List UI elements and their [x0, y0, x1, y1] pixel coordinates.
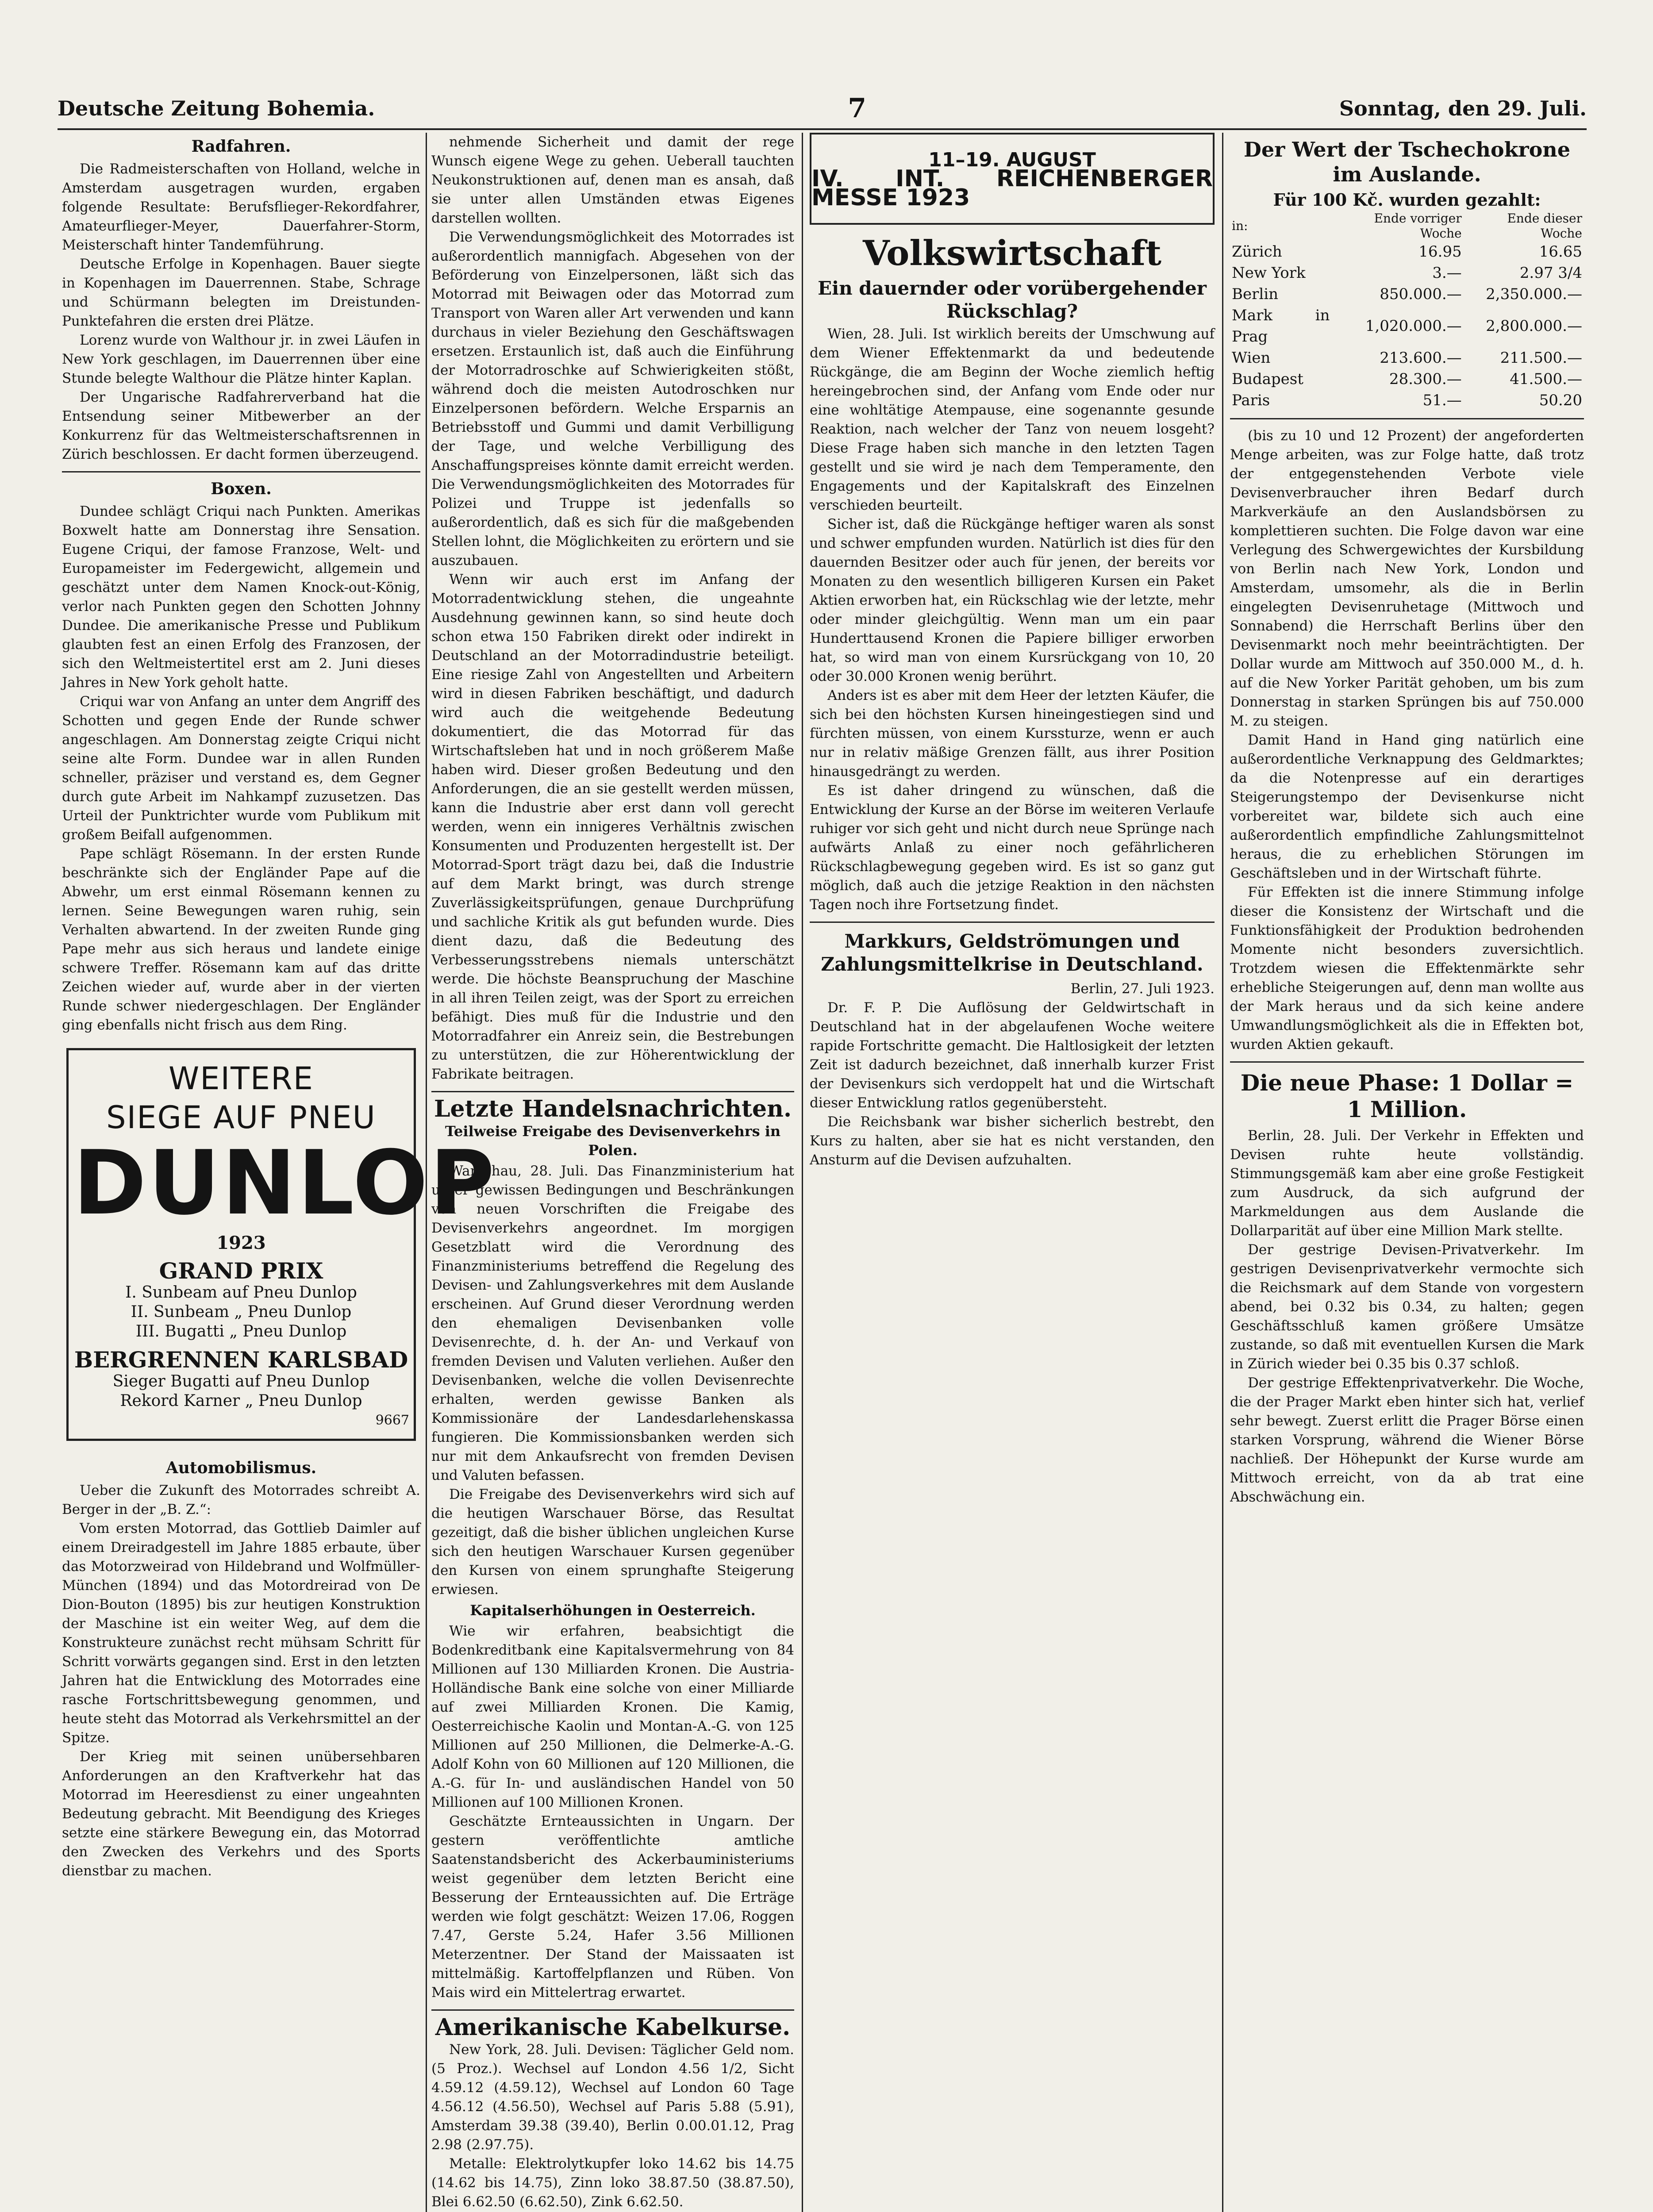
rate-value: 211.500.— — [1500, 349, 1582, 367]
article-paragraph: Der gestrige Devisen-Privatverkehr. Im gestrigen Devisenprivatverkehr vermochte sich die Reichsmark auf dem Stande von vorgestern abend, bei 0.32 bis 0.34, zu halten; gegen Geschäftsschluß kamen größere Umsätze zustande, so daß mit eventuellen Kursen die Mark in Zürich wieder bei 0.35 bis 0.37 schloß. — [1230, 1242, 1584, 1372]
divider — [1230, 1061, 1584, 1063]
section-heading-radfahren: Radfahren. — [191, 137, 291, 156]
article-paragraph: Die Verwendungsmöglichkeit des Motorrades ist außerordentlich mannigfach. Abgesehen von der Beförderung von Einzelpersonen, läßt sich das Motorrad mit Beiwagen oder das Motorrad zum Transport von Waren aller Art verwenden und kann durchaus in vieler Beziehung den Geschäftswagen ersetzen. Erstaunlich ist, daß auch die Einführung der Motorradroschke auf Schwierigkeiten stößt, während doch die meisten Autodroschken nur Einzelpersonen befördern. Welche Ersparnis an Betriebsstoff und Gummi und damit Verbilligung der Tage, und welche Verbilligung des Anschaffungspreises könnte damit erreicht werden. Die Verwendungsmöglichkeiten des Motorrades für Polizei und Truppe ist jedenfalls so außerordentlich, daß es sich für die maßgebenden Stellen lohnt, die Möglichkeiten zu erörtern und sie auszubauen. — [431, 229, 794, 568]
page-number: 7 — [848, 93, 866, 124]
divider — [431, 1091, 794, 1092]
ad-year: 1923 — [216, 1233, 266, 1253]
article-paragraph: Es ist daher dringend zu wünschen, daß die Entwicklung der Kurse an der Börse im weiteren Verlaufe ruhiger vor sich geht und nicht durch neue Sprünge nach aufwärts Anlaß zu einer noch gefährlicheren Rückschlagbewegung gegeben wird. Es ist so ganz gut möglich, daß auch die jetzige Reaktion in den nächsten Tagen noch ihre Fortsetzung findet. — [810, 783, 1215, 913]
ad-sieger: Sieger Bugatti auf Pneu Dunlop — [112, 1372, 370, 1390]
rate-value: 3.— — [1432, 264, 1462, 282]
article-paragraph: Die Radmeisterschaften von Holland, welche in Amsterdam ausgetragen wurden, ergaben folgende Resultate: Berufsflieger-Rekordfahrer, Amateurflieger-Meyer, Dauerfahrer-Storm, Meisterschaft hinter Tandemführung. — [62, 161, 420, 253]
table-row — [1230, 305, 1584, 347]
section-heading-kabelkurse: Amerikanische Kabelkurse. — [435, 2014, 791, 2041]
article-subheading: Teilweise Freigabe des Devisenverkehrs in Polen. — [445, 1123, 781, 1159]
article-paragraph: Lorenz wurde von Walthour jr. in zwei Läufen in New York geschlagen, im Dauerrennen über eine Stunde belegte Walthour die Plätze hinter Kaplan. — [62, 332, 420, 386]
table-row — [1230, 369, 1584, 390]
section-heading-markkurs: Markkurs, Geldströmungen und Zahlungsmittelkrise in Deutschland. — [821, 930, 1203, 975]
messe-dates: 11–19. AUGUST — [928, 148, 1096, 171]
page-header — [58, 88, 1587, 128]
rate-place: Berlin — [1232, 285, 1279, 303]
article-paragraph: Warschau, 28. Juli. Das Finanzministerium hat unter gewissen Bedingungen und Beschränkungen von neuen Vorschriften die Freigabe des Devisenverkehrs angeordnet. Im morgigen Gesetzblatt wird die Verordnung des Finanzministeriums betreffend die Regelung des Devisen- und Zahlungsverkehres mit dem Auslande erscheinen. Auf Grund dieser Verordnung werden den ehemaligen Devisenbanken volle Devisenrechte, d. h. der An- und Verkauf von fremden Devisen und Valuten verliehen. Außer den Devisenbanken, welche die vollen Devisenrechte erhalten, werden gewisse Banken als Kommissionäre der Landesdarlehenskassa fungieren. Die Kommissionsbanken werden sich nur mit dem Ankaufsrecht von fremden Devisen und Valuten befassen. — [431, 1163, 794, 1483]
column-4 — [1230, 133, 1584, 2212]
exchange-rate-table — [1230, 211, 1584, 411]
rate-value: 41.500.— — [1510, 370, 1582, 388]
issue-date: Sonntag, den 29. Juli. — [1339, 96, 1587, 120]
divider — [1230, 418, 1584, 419]
ad-result: II. Sunbeam „ Pneu Dunlop — [131, 1303, 352, 1321]
column-rule — [1222, 133, 1223, 2212]
dunlop-advertisement — [66, 1048, 496, 1441]
article-paragraph: Damit Hand in Hand ging natürlich eine außerordentliche Verknappung des Geldmarktes; da die Notenpresse auf ein derartiges Steigerungstempo der Devisenkurse nicht vorbereitet war, bildete sich auch eine außerordentlich empfindliche Zahlungsmittelnot heraus, die zu erheblichen Störungen im Geschäftsleben und in der Wirtschaft führte. — [1230, 732, 1584, 881]
rate-place: New York — [1232, 264, 1306, 282]
rate-value: 1,020.000.— — [1365, 317, 1462, 335]
ad-brand: DUNLOP — [73, 1132, 496, 1235]
rate-place: Mark in Prag — [1232, 307, 1330, 346]
ad-line: SIEGE AUF PNEU — [106, 1099, 376, 1136]
table-row — [1230, 284, 1584, 305]
rate-place: Budapest — [1232, 370, 1303, 388]
ad-line: WEITERE — [169, 1060, 314, 1097]
article-paragraph: Die Reichsbank war bisher sicherlich bestrebt, den Kurs zu halten, aber sie hat es nicht verstanden, den Ansturm auf die Devisen aufzuhalten. — [810, 1114, 1215, 1168]
rate-value: 850.000.— — [1380, 285, 1462, 303]
article-paragraph: Pape schlägt Rösemann. In der ersten Runde beschränkte sich der Engländer Pape auf die Abwehr, um erst einmal Rösemann kennen zu lernen. Seine Bewegungen waren ruhig, sein Verhalten abwartend. In der zweiten Runde ging Pape mehr aus sich heraus und landete einige schwere Treffer. Rösemann kam auf das dritte Zeichen wieder auf, wurde aber in der vierten Runde schwer niedergeschlagen. Der Engländer ging ebenfalls nicht frisch aus dem Ring. — [62, 846, 420, 1033]
article-paragraph: Deutsche Erfolge in Kopenhagen. Bauer siegte in Kopenhagen im Dauerrennen. Stabe, Schrage und Schürmann belegten im Dreistunden-Punktefahren die ersten drei Plätze. — [62, 256, 420, 329]
article-paragraph: Metalle: Elektrolytkupfer loko 14.62 bis 14.75 (14.62 bis 14.75), Zinn loko 38.87.50 (38.87.50), Blei 6.62.50 (6.62.50), Zink 6.62.50. — [431, 2156, 794, 2210]
rate-value: 213.600.— — [1380, 349, 1462, 367]
article-paragraph: Geschätzte Ernteaussichten in Ungarn. Der gestern veröffentlichte amtliche Saatenstandsbericht des Ackerbauministeriums weist gegenüber dem letzten Bericht eine Besserung der Ernteaussichten auf. Die Erträge werden wie folgt geschätzt: Weizen 17.06, Roggen 7.47, Gerste 5.24, Hafer 3.56 Millionen Meterzentner. Der Stand der Maissaaten ist mittelmäßig. Kartoffelpflanzen und Rüben. Von Mais wird ein Mittelertrag erwartet. — [431, 1813, 794, 2001]
header-rule — [58, 128, 1587, 130]
article-paragraph: Dundee schlägt Criqui nach Punkten. Amerikas Boxwelt hatte am Donnerstag ihre Sensation. Eugene Criqui, der famose Franzose, Welt- und Europameister im Federgewicht, allgemein und geschätzt unter dem Namen Knock-out-König, verlor nach Punkten gegen den Schotten Johnny Dundee. Die amerikanische Presse und Publikum glaubten fest an einen Erfolg des Franzosen, der sich den Weltmeistertitel erst am 2. Juni dieses Jahres in New York geholt hatte. — [62, 503, 420, 691]
article-subheading: Ein dauernder oder vorübergehender Rückschlag? — [818, 277, 1207, 322]
article-paragraph: (bis zu 10 und 12 Prozent) der angeforderten Menge arbeiten, was zur Folge hatte, daß trotz der entgegenstehenden Verbote viele Devisenverbraucher ihren Bedarf durch Markverkäufe an den Auslandsbörsen zu komplettieren suchten. Die Folge davon war eine Verlegung des Schwergewichtes der Kursbildung von Berlin nach New York, London und Amsterdam, umsomehr, als die in Berlin eingelegten Devisenruhetage (Mittwoch und Sonnabend) die Herrschaft Berlins über den Devisenmarkt noch mehr beeinträchtigten. Der Dollar wurde am Mittwoch auf 350.000 M., d. h. auf die New Yorker Parität gehoben, um bis zum Donnerstag in starken Sprüngen bis auf 750.000 M. zu steigen. — [1230, 428, 1584, 729]
ad-sieger: Rekord Karner „ Pneu Dunlop — [120, 1392, 362, 1410]
divider — [810, 922, 1215, 923]
ad-result: III. Bugatti „ Pneu Dunlop — [135, 1322, 347, 1340]
column-3 — [810, 133, 1215, 2212]
rate-value: 16.95 — [1419, 243, 1462, 261]
article-paragraph: Ueber die Zukunft des Motorrades schreibt A. Berger in der „B. Z.“: — [62, 1482, 420, 1517]
column-rule — [802, 133, 803, 2212]
rate-value: 2,800.000.— — [1486, 317, 1582, 335]
section-heading-neue-phase: Die neue Phase: 1 Dollar = 1 Million. — [1240, 1070, 1574, 1122]
dateline: Berlin, 27. Juli 1923. — [1070, 981, 1215, 997]
table-row — [1230, 241, 1584, 262]
rate-value: 28.300.— — [1389, 370, 1462, 388]
divider — [62, 471, 420, 472]
rate-value: 16.65 — [1539, 243, 1582, 261]
ad-grand-prix: GRAND PRIX — [159, 1258, 323, 1284]
section-heading-boxen: Boxen. — [211, 480, 272, 498]
article-paragraph: Criqui war von Anfang an unter dem Angriff des Schotten und gegen Ende der Runde schwer angeschlagen. Am Donnerstag zeigte Criqui nicht seine alte Form. Dundee war in allen Runden schneller, präziser und verstand es, dem Gegner durch gute Arbeit im Nahkampf zuzusetzen. Das Urteil der Punktrichter wurde vom Publikum mit großem Beifall aufgenommen. — [62, 694, 420, 843]
rate-value: 50.20 — [1539, 392, 1582, 409]
article-paragraph: Sicher ist, daß die Rückgänge heftiger waren als sonst und schwer empfunden wurden. Natürlich ist dies für den dauernden Besitzer oder auch für jenen, der bereits vor Monaten zu den wesentlich billigeren Kursen ein Paket Aktien erworben hat, ein Rückschlag wie der letzte, mehr oder minder gleichgültig. Wenn man um ein paar Hunderttausend Kronen die Papiere billiger erworben hat, so wird man von einem Kursrückgang von 10, 20 oder 30.000 Kronen wenig berührt. — [810, 516, 1215, 684]
table-row — [1230, 390, 1584, 411]
article-paragraph: Vom ersten Motorrad, das Gottlieb Daimler auf einem Dreiradgestell im Jahre 1885 erbaute, über das Motorzweirad von Hildebrand und Wolfmüller-München (1894) und das Motordreirad von De Dion-Bouton (1895) bis zur heutigen Konstruktion der Maschine ist ein weiter Weg, auf dem die Konstrukteure zunächst recht mühsam Schritt für Schritt vorwärts gegangen sind. Erst in den letzten Jahren hat die Entwicklung des Motorrades eine rasche Fortschrittsbewegung genommen, und heute steht das Motorrad als Verkehrsmittel an der Spitze. — [62, 1521, 420, 1746]
article-subheading: Kapitalserhöhungen in Oesterreich. — [470, 1602, 756, 1619]
article-paragraph: New York, 28. Juli. Devisen: Täglicher Geld nom. (5 Proz.). Wechsel auf London 4.56 1/2, Sicht 4.59.12 (4.59.12), Wechsel auf London 60 Tage 4.56.12 (4.56.50), Wechsel auf Paris 5.88 (5.91), Amsterdam 39.38 (39.40), Berlin 0.00.01.12, Prag 2.98 (2.97.75). — [431, 2042, 794, 2153]
article-paragraph: Der Krieg mit seinen unübersehbaren Anforderungen an den Kraftverkehr hat das Motorrad im Heeresdienst zu einer ungeahnten Bedeutung gebracht. Mit Beendigung des Krieges setzte eine stärkere Bewegung ein, das Motorrad den Zwecken des Verkehrs und des Sports dienstbar zu machen. — [62, 1749, 420, 1879]
rate-value: 2.97 3/4 — [1519, 264, 1582, 282]
divider — [431, 2009, 794, 2011]
ad-code: 9667 — [375, 1413, 409, 1428]
article-paragraph: Der Ungarische Radfahrerverband hat die Entsendung seiner Mitbewerber an der Konkurrenz für das Weltmeisterschaftsrennen in Zürich beschlossen. Er dacht formen überzeugend. — [62, 389, 420, 462]
table-row — [1230, 347, 1584, 369]
rate-place: Wien — [1232, 349, 1271, 367]
table-header-cell: Ende vorriger Woche — [1374, 211, 1462, 241]
article-paragraph: Dr. F. P. Die Auflösung der Geldwirtschaft in Deutschland hat in der abgelaufenen Woche weitere rapide Fortschritte gemacht. Die Haltlosigkeit der letzten Zeit ist dadurch bezeichnet, daß innerhalb kurzer Frist der Devisenkurs sich verdoppelt hat und die Wirtschaft dieser Entwicklung ratlos gegenübersteht. — [810, 1000, 1215, 1111]
ad-bergrennen: BERGRENNEN KARLSBAD — [74, 1347, 408, 1373]
table-row — [1230, 262, 1584, 284]
rate-place: Zürich — [1232, 243, 1282, 261]
table-header-cell: Ende dieser Woche — [1507, 211, 1582, 241]
section-heading-tschechokrone: Der Wert der Tschechokrone im Auslande. — [1243, 138, 1571, 186]
paper-title: Deutsche Zeitung Bohemia. — [58, 96, 375, 120]
article-paragraph: Für Effekten ist die innere Stimmung infolge dieser die Konsistenz der Wirtschaft und die Funktionsfähigkeit der Produktion bedrohenden Momente nicht besonders zuversichtlich. Trotzdem wiesen die Effektenmärkte sehr erhebliche Steigerungen auf, denn man wollte aus der Mark heraus und da sich keine andere Umwandlungsmöglichkeit als die in Effekten bot, wurden Aktien gekauft. — [1230, 884, 1584, 1052]
rate-place: Paris — [1232, 392, 1270, 409]
article-paragraph: Wie wir erfahren, beabsichtigt die Bodenkreditbank eine Kapitalsvermehrung von 84 Millionen auf 130 Milliarden Kronen. Die Austria-Holländische Bank eine solche von einer Milliarde auf zwei Milliarden Kronen. Die Kamig, Oesterreichische Kaolin und Montan-A.-G. von 125 Millionen auf 250 Millionen, die Delmerke-A.-G. Adolf Kohn von 60 Millionen auf 120 Millionen, die A.-G. für In- und ausländischen Handel von 50 Millionen auf 100 Millionen Kronen. — [431, 1623, 794, 1810]
rate-value: 51.— — [1422, 392, 1462, 409]
article-paragraph: Die Freigabe des Devisenverkehrs wird sich auf die heutigen Warschauer Börse, das Resultat gezeitigt, daß die bisher üblichen ungleichen Kurse sich den heutigen Warschauer Kursen gegenüber den Kursen von einem sprunghafte Steigerung erwiesen. — [431, 1486, 794, 1598]
table-header-row — [1230, 211, 1584, 241]
article-paragraph: Wien, 28. Juli. Ist wirklich bereits der Umschwung auf dem Wiener Effektenmarkt da und bedeutende Rückgänge, die am Beginn der Woche ziemlich heftig hereingebrochen sind, der Anfang vom Ende oder nur eine wohltätige Atempause, eine sogenannte gesunde Reaktion, nach welcher der Tanz von neuem losgeht? Diese Frage haben sich manche in den letzten Tagen gestellt und sie wird je nach dem Temperamente, den Engagements und der Kapitalskraft des Einzelnen verschieden beurteilt. — [810, 326, 1215, 513]
messe-title: IV. INT. REICHENBERGER MESSE 1923 — [811, 165, 1213, 211]
messe-banner — [810, 133, 1215, 225]
section-heading-handelsnachrichten: Letzte Handelsnachrichten. — [434, 1095, 792, 1122]
table-caption: Für 100 Kč. wurden gezahlt: — [1273, 190, 1541, 210]
article-paragraph: Der gestrige Effektenprivatverkehr. Die Woche, die der Prager Markt eben hinter sich hat, verlief sehr bewegt. Zuerst erlitt die Prager Börse einen starken Vorsprung, während die Wiener Börse nachließ. Der Höhepunkt der Kurse wurde am Mittwoch erreicht, von da ab trat eine Abschwächung ein. — [1230, 1375, 1584, 1505]
table-header-cell: in: — [1232, 219, 1248, 233]
article-paragraph: nehmende Sicherheit und damit der rege Wunsch eigene Wege zu gehen. Ueberall tauchten Neukonstruktionen auf, denen man es ansah, daß sie unter allen Umständen etwas Eigenes darstellen wollten. — [431, 134, 794, 226]
column-rule — [426, 133, 427, 2212]
column-1 — [62, 133, 496, 2212]
article-paragraph: Wenn wir auch erst im Anfang der Motorradentwicklung stehen, die ungeahnte Ausdehnung gewinnen kann, so sind heute doch schon etwa 150 Fabriken direkt oder indirekt in Deutschland an der Motorradindustrie beteiligt. Eine riesige Zahl von Angestellten und Arbeitern wird in diesen Fabriken beschäftigt, und dadurch wird auch die weitgehende Bedeutung dokumentiert, die das Motorrad für das Wirtschaftsleben hat und in noch größerem Maße haben wird. Dieser großen Bedeutung und den Anforderungen, die an sie gestellt werden müssen, kann die Industrie aber erst dann voll gerecht werden, wenn ein innigeres Verhältnis zwischen Konsumenten und Produzenten hergestellt ist. Der Motorrad-Sport trägt dazu bei, daß die Industrie auf dem Markt bringt, was durch strenge Zuverlässigkeitsprüfungen, genaue Durchprüfung und sachliche Kritik als gut befunden wurde. Dies dient dazu, daß die Bedeutung des Verbesserungsstrebens niemals unterschätzt werde. Die höchste Beanspruchung der Maschine in all ihren Teilen zeigt, was der Sport zu erreichen befähigt. Dies muß für die Industrie und den Motorradfahrer ein Anreiz sein, die Bestrebungen zu unterstützen, die zur Höherentwicklung der Fabrikate beitragen. — [431, 572, 794, 1082]
ad-result: I. Sunbeam auf Pneu Dunlop — [125, 1283, 357, 1302]
section-heading-volkswirtschaft: Volkswirtschaft — [862, 233, 1162, 273]
column-2 — [431, 133, 794, 2212]
rate-value: 2,350.000.— — [1486, 285, 1582, 303]
article-paragraph: Berlin, 28. Juli. Der Verkehr in Effekten und Devisen ruhte heute vollständig. Stimmungsgemäß kam aber eine große Festigkeit zum Ausdruck, da sich aufgrund der Markmeldungen aus dem Auslande die Dollarparität auf über eine Million Mark stellte. — [1230, 1128, 1584, 1239]
section-heading-automobilismus: Automobilismus. — [165, 1459, 317, 1477]
article-paragraph: Anders ist es aber mit dem Heer der letzten Käufer, die sich bei den höchsten Kursen hineingestiegen sind und fürchten müssen, von einem Kurssturze, wenn er auch nur in relativ mäßige Grenzen fällt, aus ihrer Position hinausgedrängt zu werden. — [810, 687, 1215, 780]
